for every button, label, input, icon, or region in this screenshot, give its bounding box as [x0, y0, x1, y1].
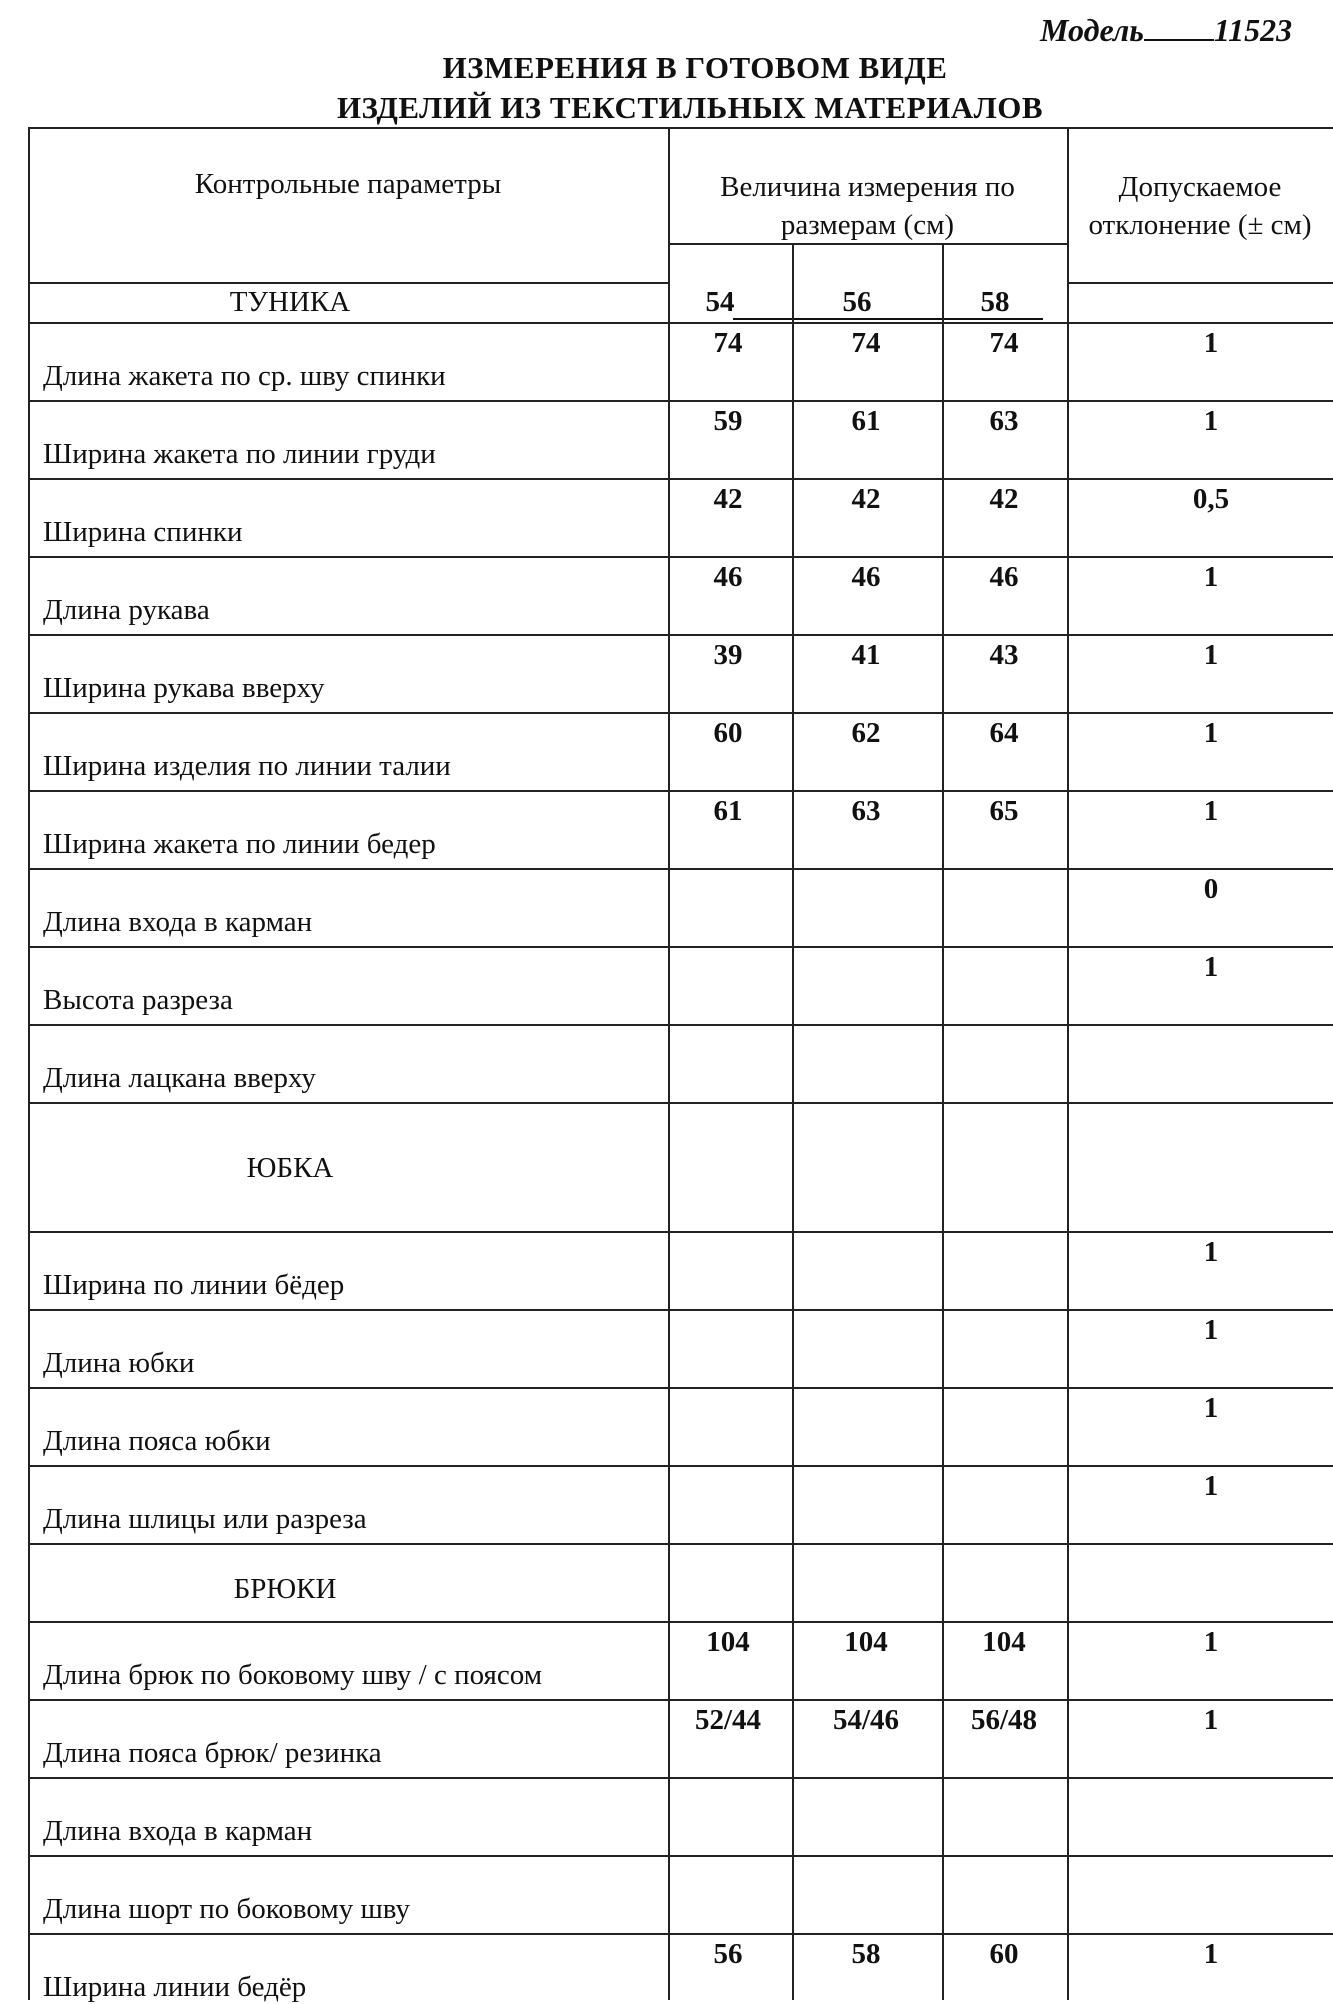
- row-tolerance: 1: [1203, 1704, 1219, 1736]
- size-label-54: 54: [705, 286, 735, 318]
- row-value-size-56: 54/46: [832, 1704, 900, 1736]
- row-divider: [28, 634, 1333, 636]
- row-value-size-56: 61: [851, 405, 881, 437]
- row-label: Длина пояса юбки: [43, 1425, 271, 1457]
- section-tunic-bottom: [28, 322, 1333, 324]
- row-divider: [28, 790, 1333, 792]
- row-value-size-58: 104: [982, 1626, 1026, 1658]
- size-label-58: 58: [980, 286, 1010, 318]
- row-label: Длина пояса брюк/ резинка: [43, 1737, 382, 1769]
- row-label: Длина жакета по ср. шву спинки: [43, 360, 446, 392]
- row-label: Ширина жакета по линии бедер: [43, 828, 436, 860]
- row-divider: [28, 868, 1333, 870]
- row-tolerance: 1: [1203, 717, 1219, 749]
- row-value-size-58: 56/48: [970, 1704, 1038, 1736]
- header-size-label-2: размерам (см): [780, 209, 955, 241]
- row-value-size-54: 39: [713, 639, 743, 671]
- row-value-size-58: 42: [989, 483, 1019, 515]
- model-blank-line: [1144, 15, 1214, 41]
- row-value-size-54: 74: [713, 327, 743, 359]
- header-deviation-label-1: Допускаемое: [1118, 171, 1282, 203]
- row-value-size-58: 46: [989, 561, 1019, 593]
- section-skirt-bottom: [28, 1231, 1333, 1233]
- row-value-size-54: 60: [713, 717, 743, 749]
- row-label: Длина шлицы или разреза: [43, 1503, 367, 1535]
- header-bottom-border: [1067, 282, 1333, 284]
- row-label: Ширина спинки: [43, 516, 243, 548]
- row-tolerance: 1: [1203, 405, 1219, 437]
- model-number: [1040, 12, 1320, 49]
- row-tolerance: 1: [1203, 1392, 1219, 1424]
- row-divider: [28, 1387, 1333, 1389]
- row-divider: [28, 1102, 1333, 1104]
- row-value-size-54: 46: [713, 561, 743, 593]
- row-divider: [28, 1855, 1333, 1857]
- model-number-value: 11523: [1213, 12, 1293, 48]
- model-label: Модель: [1040, 12, 1144, 48]
- row-divider: [28, 1465, 1333, 1467]
- row-value-size-56: 74: [851, 327, 881, 359]
- row-tolerance: 1: [1203, 561, 1219, 593]
- row-label: Ширина по линии бёдер: [43, 1269, 345, 1301]
- row-value-size-56: 62: [851, 717, 881, 749]
- row-divider: [28, 556, 1333, 558]
- row-tolerance: 1: [1203, 639, 1219, 671]
- column-divider-56: [792, 243, 794, 2000]
- table-left-border: [28, 127, 30, 2000]
- row-value-size-58: 60: [989, 1938, 1019, 1970]
- row-divider: [28, 1933, 1333, 1935]
- document-title-line2: ИЗДЕЛИЙ ИЗ ТЕКСТИЛЬНЫХ МАТЕРИАЛОВ: [336, 90, 1044, 125]
- header-param-label: Контрольные параметры: [194, 168, 502, 200]
- row-label: Длина рукава: [43, 594, 210, 626]
- header-size-label-1: Величина измерения по: [720, 171, 1015, 203]
- row-value-size-56: 46: [851, 561, 881, 593]
- document-title-line1: ИЗМЕРЕНИЯ В ГОТОВОМ ВИДЕ: [442, 50, 948, 85]
- row-value-size-58: 64: [989, 717, 1019, 749]
- column-divider-58: [942, 243, 944, 2000]
- row-value-size-54: 61: [713, 795, 743, 827]
- row-divider: [28, 946, 1333, 948]
- row-label: Ширина рукава вверху: [43, 672, 325, 704]
- row-value-size-54: 59: [713, 405, 743, 437]
- row-tolerance: 0: [1203, 873, 1219, 905]
- row-divider: [28, 712, 1333, 714]
- header-bottom-border: [28, 282, 668, 284]
- row-value-size-56: 41: [851, 639, 881, 671]
- section-skirt: ЮБКА: [246, 1152, 334, 1184]
- row-divider: [28, 1024, 1333, 1026]
- row-value-size-56: 58: [851, 1938, 881, 1970]
- column-divider-deviation: [1067, 127, 1069, 2000]
- row-value-size-58: 63: [989, 405, 1019, 437]
- row-label: Длина входа в карман: [43, 1815, 313, 1847]
- row-value-size-58: 74: [989, 327, 1019, 359]
- row-value-size-54: 42: [713, 483, 743, 515]
- size-underline: [733, 318, 1043, 320]
- table-top-border: [28, 127, 1333, 129]
- row-value-size-56: 42: [851, 483, 881, 515]
- row-label: Длина входа в карман: [43, 906, 313, 938]
- row-divider: [28, 478, 1333, 480]
- row-label: Высота разреза: [43, 984, 233, 1016]
- row-tolerance: 1: [1203, 1626, 1219, 1658]
- row-tolerance: 1: [1203, 1938, 1219, 1970]
- row-tolerance: 1: [1203, 951, 1219, 983]
- row-value-size-54: 104: [706, 1626, 750, 1658]
- row-label: Ширина жакета по линии груди: [43, 438, 436, 470]
- section-trousers: БРЮКИ: [233, 1573, 337, 1605]
- row-value-size-54: 56: [713, 1938, 743, 1970]
- row-divider: [28, 1543, 1333, 1545]
- row-tolerance: 1: [1203, 1470, 1219, 1502]
- row-label: Длина брюк по боковому шву / с поясом: [43, 1659, 543, 1691]
- size-label-56: 56: [842, 286, 872, 318]
- row-divider: [28, 1699, 1333, 1701]
- row-label: Длина лацкана вверху: [43, 1062, 316, 1094]
- section-tunic: ТУНИКА: [229, 286, 351, 318]
- row-divider: [28, 1777, 1333, 1779]
- row-tolerance: 1: [1203, 795, 1219, 827]
- header-deviation-label-2: отклонение (± см): [1088, 209, 1312, 241]
- row-value-size-58: 43: [989, 639, 1019, 671]
- row-tolerance: 1: [1203, 1314, 1219, 1346]
- row-value-size-58: 65: [989, 795, 1019, 827]
- row-value-size-56: 63: [851, 795, 881, 827]
- row-value-size-54: 52/44: [694, 1704, 762, 1736]
- row-tolerance: 1: [1203, 1236, 1219, 1268]
- section-trousers-bottom: [28, 1621, 1333, 1623]
- row-divider: [28, 400, 1333, 402]
- column-divider-sizes: [668, 127, 670, 2000]
- row-tolerance: 0,5: [1192, 483, 1230, 515]
- row-label: Длина шорт по боковому шву: [43, 1893, 411, 1925]
- row-label: Ширина линии бедёр: [43, 1971, 307, 2003]
- row-divider: [28, 1309, 1333, 1311]
- row-label: Длина юбки: [43, 1347, 195, 1379]
- row-label: Ширина изделия по линии талии: [43, 750, 451, 782]
- row-tolerance: 1: [1203, 327, 1219, 359]
- row-value-size-56: 104: [844, 1626, 888, 1658]
